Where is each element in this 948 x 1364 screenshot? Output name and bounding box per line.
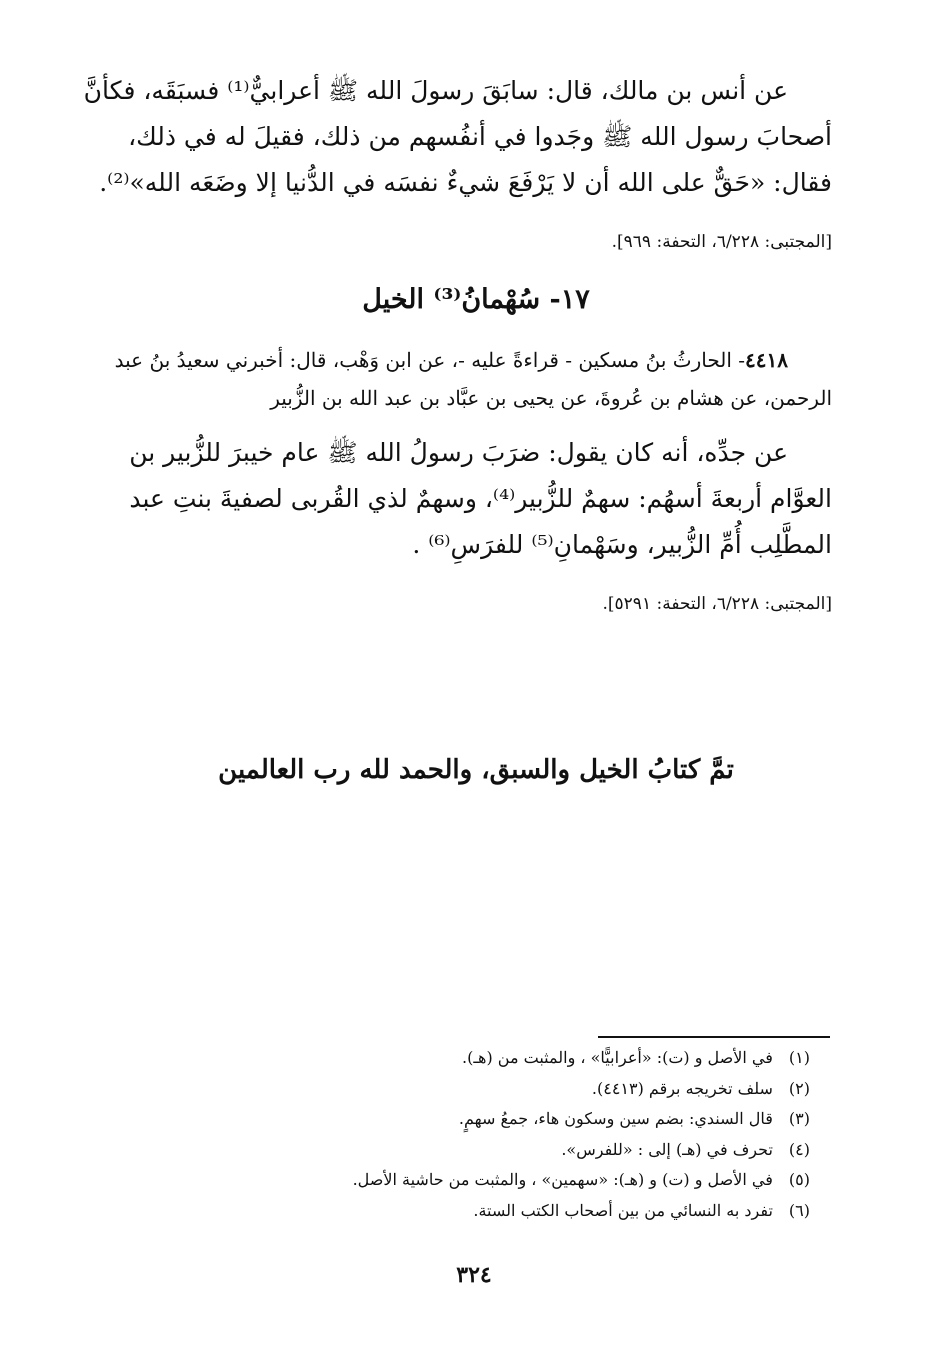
paragraph-line: المطَّلِب أُمِّ الزُّبير، وسَهْمانِ⁽⁵⁾ للفرَسِ⁽⁶⁾ . <box>412 530 832 559</box>
footnote-text: سلف تخريجه برقم (٤٤١٣). <box>591 1078 773 1098</box>
book-closing-line: تمَّ كتابُ الخيل والسبق، والحمد لله رب العالمين <box>218 755 734 785</box>
footnote-separator <box>598 1036 830 1038</box>
footnotes-list <box>300 1043 810 1226</box>
reference-note-1: [المجتبى: ٦/٢٢٨، التحفة: ٩٦٩]. <box>611 232 832 252</box>
footnote-number: (٣) <box>788 1109 810 1128</box>
hadith-text-paragraph-2 <box>120 430 832 568</box>
footnote-item <box>300 1135 810 1166</box>
paragraph-line: العوَّام أربعةَ أسهُم: سهمٌ للزُّبير⁽⁴⁾، وسهمٌ لذي القُربى لصفيةَ بنتِ عبد <box>129 484 832 513</box>
page-number: ٣٢٤ <box>456 1262 492 1288</box>
paragraph-line: عن أنس بن مالك، قال: سابَقَ رسولَ الله ﷺ أعرابيٌّ⁽¹⁾ فسبَقَه، فكأنَّ <box>83 76 788 105</box>
hadith-text-paragraph-1 <box>83 68 832 206</box>
footnote-number: (٢) <box>788 1078 810 1098</box>
footnote-item <box>300 1196 810 1227</box>
hadith-chain-line-2: الرحمن، عن هشام بن عُروةَ، عن يحيى بن عبَّاد بن عبد الله بن الزُّبير <box>270 386 832 410</box>
footnote-text: تحرف في (هـ) إلى : «للفرس». <box>561 1139 773 1159</box>
footnote-item <box>300 1165 810 1196</box>
footnote-item <box>300 1104 810 1135</box>
section-heading: ١٧- سُهْمانُ⁽³⁾ الخيل <box>362 284 590 315</box>
footnote-number: (٤) <box>788 1139 810 1159</box>
footnote-text: في الأصل و (ت) و (هـ): «سهمين» ، والمثبت من حاشية الأصل. <box>352 1170 773 1189</box>
footnote-item <box>300 1074 810 1105</box>
hadith-number: ٤٤١٨ <box>745 348 788 372</box>
hadith-chain-text: - الحارثُ بنُ مسكين - قراءةً عليه -، عن ابن وَهْب، قال: أخبرني سعيدُ بنُ عبد <box>114 348 746 372</box>
footnote-number: (١) <box>788 1048 810 1067</box>
footnote-number: (٦) <box>788 1200 810 1220</box>
paragraph-line: فقال: «حَقٌّ على الله أن لا يَرْفَعَ شيءٌ نفسَه في الدُّنيا إلا وضَعَه الله»⁽²⁾. <box>99 168 832 197</box>
footnote-number: (٥) <box>788 1170 810 1189</box>
hadith-chain <box>114 341 832 417</box>
hadith-chain-line-1 <box>114 341 832 379</box>
paragraph-line: عن جدِّه، أنه كان يقول: ضرَبَ رسولُ الله ﷺ عام خيبرَ للزُّبير بن <box>129 438 788 467</box>
paragraph-line: أصحابَ رسول الله ﷺ وجَدوا في أنفُسهم من ذلك، فقيلَ له في ذلك، <box>128 122 832 151</box>
reference-note-2: [المجتبى: ٦/٢٢٨، التحفة: ٥٢٩١]. <box>602 594 832 614</box>
footnote-item <box>300 1043 810 1074</box>
footnote-text: قال السندي: بضم سين وسكون هاء، جمعُ سهمٍ. <box>458 1109 773 1128</box>
footnote-text: في الأصل و (ت): «أعرابيًّا» ، والمثبت من (هـ). <box>462 1048 773 1067</box>
footnote-text: تفرد به النسائي من بين أصحاب الكتب الستة. <box>473 1200 773 1220</box>
